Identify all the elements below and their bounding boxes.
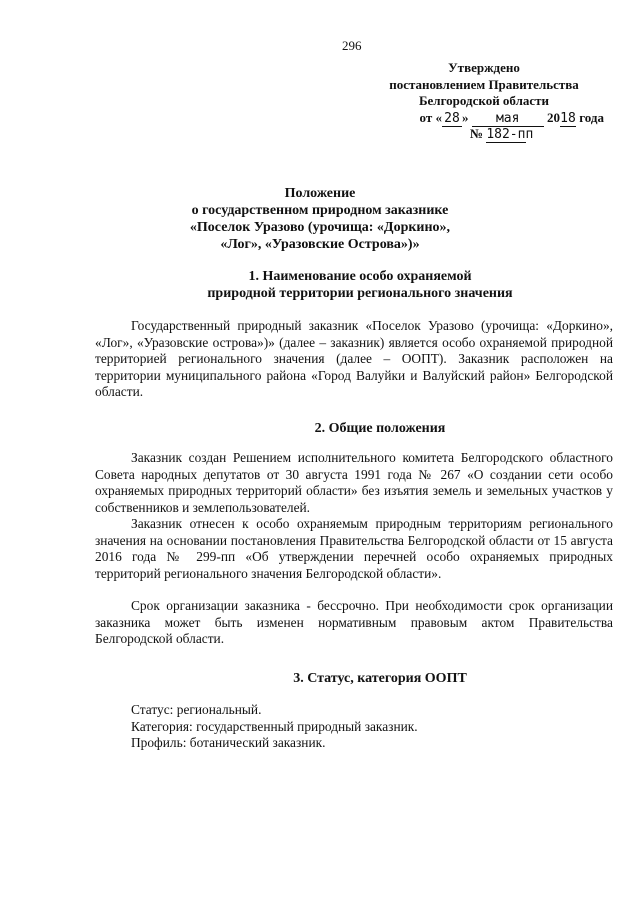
approval-line: Утверждено: [448, 60, 520, 75]
status-line: Статус: региональный.: [131, 702, 262, 717]
approval-stamp: [364, 60, 604, 110]
heading-line: 1. Наименование особо охраняемой: [248, 269, 472, 284]
approval-date: [420, 110, 605, 127]
category-line: Категория: государственный природный заказник.: [131, 718, 418, 734]
section-2-paragraph-1: Заказник создан Решением исполнительного комитета Белгородского областного Совета народных депутатов от 30 августа 1991 года № 267 «О создании сети особо охраняемых природных территорий области» без изъятия земель и земельных участков у собственников и землепользователей.: [95, 450, 613, 515]
date-mid: »: [461, 110, 469, 125]
section-2-heading: 2. Общие положения: [314, 421, 446, 436]
section-2-paragraph-2: Заказник отнесен к особо охраняемым природным территориям регионального значения на основании постановления Правительства Белгородской области от 15 августа 2016 года № 299-пп «Об утверждении перечней особо охраняемых природных территорий регионального значения Белгородской области».: [95, 516, 613, 581]
page-number: 296: [342, 38, 362, 53]
profile-line: Профиль: ботанический заказник.: [131, 735, 326, 751]
title-line: Положение: [284, 186, 356, 201]
year-word: года: [579, 110, 604, 125]
title-line: «Лог», «Уразовские Острова»)»: [220, 237, 420, 252]
approval-line: Белгородской области: [418, 93, 550, 108]
title-line: о государственном природном заказнике: [191, 203, 449, 218]
date-month: мая: [472, 111, 544, 127]
approval-number: [470, 126, 534, 143]
title-line: «Поселок Уразово (урочища: «Доркино»,: [189, 220, 451, 235]
section-2-paragraph-3: Срок организации заказника - бессрочно. При необходимости срок организации заказника может быть изменен нормативным правовым актом Правительства Белгородской области.: [95, 598, 613, 647]
section-1-paragraph: Государственный природный заказник «Поселок Уразово (урочища: «Доркино», «Лог», «Уразовские острова»)» (далее – заказник) является особо охраняемой природной территорией регионального значения (далее – ООПТ). Заказник расположен на территории муниципального района «Город Валуйки и Валуйский район» Белгородской области.: [95, 318, 613, 400]
year-suffix: 18: [560, 111, 576, 126]
date-day: 28: [442, 111, 462, 127]
approval-line: постановлением Правительства: [389, 76, 579, 92]
section-1-heading: [150, 268, 570, 302]
section-3-heading: 3. Статус, категория ООПТ: [293, 671, 467, 686]
document-title: [140, 185, 500, 253]
date-prefix: от «: [419, 110, 442, 125]
number-value: 182-пп: [486, 127, 534, 142]
number-prefix: №: [470, 126, 484, 141]
year-prefix: 20: [546, 110, 560, 125]
heading-line: природной территории регионального значения: [207, 286, 513, 301]
section-3-list: [131, 702, 551, 752]
